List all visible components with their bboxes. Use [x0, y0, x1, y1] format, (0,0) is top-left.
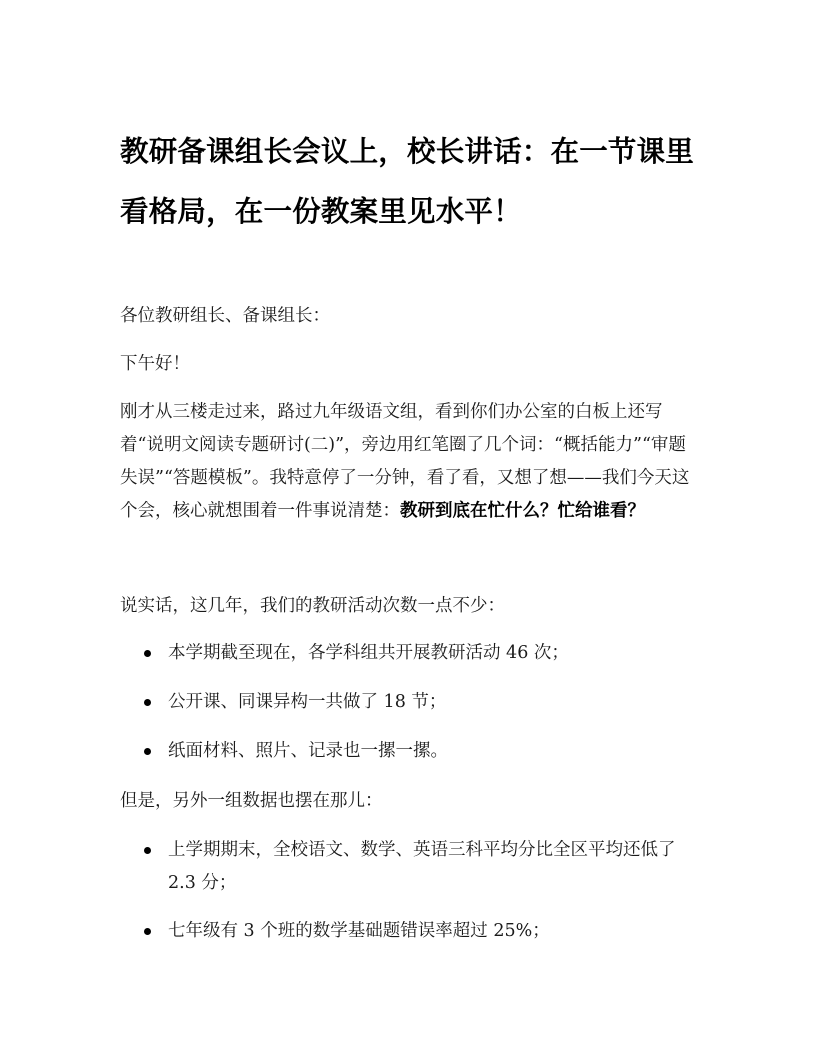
- paragraph-other-data: 但是，另外一组数据也摆在那儿：: [120, 791, 383, 811]
- bullet-icon: [144, 748, 151, 755]
- bullet-icon: [144, 699, 151, 706]
- list-item: [168, 735, 693, 768]
- list-item-text: 公开课、同课异构一共做了 18 节；: [168, 692, 447, 712]
- list-item: [168, 915, 693, 948]
- list-item: [168, 686, 693, 719]
- bullet-icon: [144, 928, 151, 935]
- bullet-icon: [144, 847, 151, 854]
- paragraph-activity-count: 说实话，这几年，我们的教研活动次数一点不少：: [120, 596, 505, 616]
- salutation: 各位教研组长、备课组长：: [120, 306, 330, 326]
- list-item: [168, 834, 693, 900]
- paragraph-intro-text: 刚才从三楼走过来，路过九年级语文组，看到你们办公室的白板上还写着“说明文阅读专题研讨(二)”，旁边用红笔圈了几个词：“概括能力”“审题失误”“答题模板”。我特意停了一分钟，看了看，又想了想——我们今天这个会，核心就想围着一件事说清楚：: [120, 402, 690, 521]
- list-item-text: 上学期期末，全校语文、数学、英语三科平均分比全区平均还低了 2.3 分；: [168, 840, 676, 893]
- paragraph-intro: [120, 396, 690, 528]
- list-item-text: 本学期截至现在，各学科组共开展教研活动 46 次；: [168, 643, 569, 663]
- list-item-text: 七年级有 3 个班的数学基础题错误率超过 25%；: [168, 921, 550, 941]
- paragraph-intro-emphasis: 教研到底在忙什么？忙给谁看？: [400, 501, 645, 521]
- list-item: [168, 637, 693, 670]
- bullet-icon: [144, 650, 151, 657]
- greeting: 下午好！: [120, 354, 190, 374]
- document-title: 教研备课组长会议上，校长讲话：在一节课里看格局，在一份教案里见水平！: [120, 135, 695, 228]
- list-item-text: 纸面材料、照片、记录也一摞一摞。: [168, 741, 448, 761]
